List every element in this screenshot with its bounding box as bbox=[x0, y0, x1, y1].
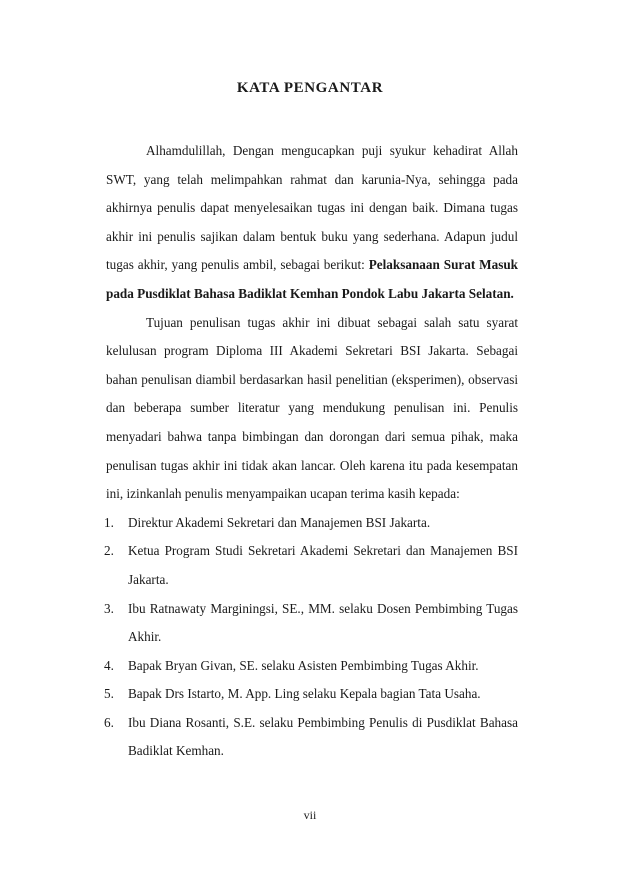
paragraph-2: Tujuan penulisan tugas akhir ini dibuat sebagai salah satu syarat kelulusan program Diploma III Akademi Sekretari BSI Jakarta. Sebagai bahan penulisan diambil berdasarkan hasil penelitian (eksperimen), observasi dan beberapa sumber literatur yang mendukung penulisan ini. Penulis menyadari bahwa tanpa bimbingan dan dorongan dari semua pihak, maka penulisan tugas akhir ini tidak akan lancar. Oleh karena itu pada kesempatan ini, izinkanlah penulis menyampaikan ucapan terima kasih kepada: bbox=[106, 314, 518, 502]
list-item-number: 4. bbox=[104, 657, 114, 673]
list-item-number: 6. bbox=[104, 714, 114, 730]
list-item-number: 3. bbox=[104, 600, 114, 616]
list-item bbox=[106, 652, 518, 681]
list-item bbox=[106, 680, 518, 709]
list-item bbox=[106, 709, 518, 766]
list-item-text: Ketua Program Studi Sekretari Akademi Sekretari dan Manajemen BSI Jakarta. bbox=[128, 543, 518, 587]
acknowledgement-list bbox=[106, 509, 518, 766]
list-item-number: 2. bbox=[104, 543, 114, 559]
list-item-text: Ibu Ratnawaty Marginingsi, SE., MM. selaku Dosen Pembimbing Tugas Akhir. bbox=[128, 600, 518, 645]
list-item-text: Bapak Bryan Givan, SE. selaku Asisten Pembimbing Tugas Akhir. bbox=[128, 657, 479, 673]
list-item-text: Direktur Akademi Sekretari dan Manajemen BSI Jakarta. bbox=[128, 514, 431, 530]
list-item-number: 1. bbox=[104, 514, 114, 530]
list-item-text: Bapak Drs Istarto, M. App. Ling selaku Kepala bagian Tata Usaha. bbox=[128, 686, 481, 702]
list-item bbox=[106, 537, 518, 594]
paragraph-1-bold-title: Pelaksanaan Surat Masuk pada Pusdiklat Bahasa Badiklat Kemhan Pondok Labu Jakarta Selatan. bbox=[106, 257, 518, 301]
list-item-text: Ibu Diana Rosanti, S.E. selaku Pembimbing Penulis di Pusdiklat Bahasa Badiklat Kemhan. bbox=[128, 714, 518, 759]
paragraph-1 bbox=[106, 137, 518, 309]
page-number: vii bbox=[303, 808, 317, 822]
page-title: KATA PENGANTAR bbox=[236, 80, 384, 96]
list-item bbox=[106, 509, 518, 538]
list-item-number: 5. bbox=[104, 686, 114, 702]
list-item bbox=[106, 595, 518, 652]
body-text bbox=[106, 137, 518, 766]
paragraph-1-text: Alhamdulillah, Dengan mengucapkan puji syukur kehadirat Allah SWT, yang telah melimpahkan rahmat dan karunia-Nya, sehingga pada akhirnya penulis dapat menyelesaikan tugas ini dengan baik. Dimana tugas akhir ini penulis sajikan dalam bentuk buku yang sederhana. Adapun judul tugas akhir, yang penulis ambil, sebagai berikut: bbox=[106, 143, 518, 273]
